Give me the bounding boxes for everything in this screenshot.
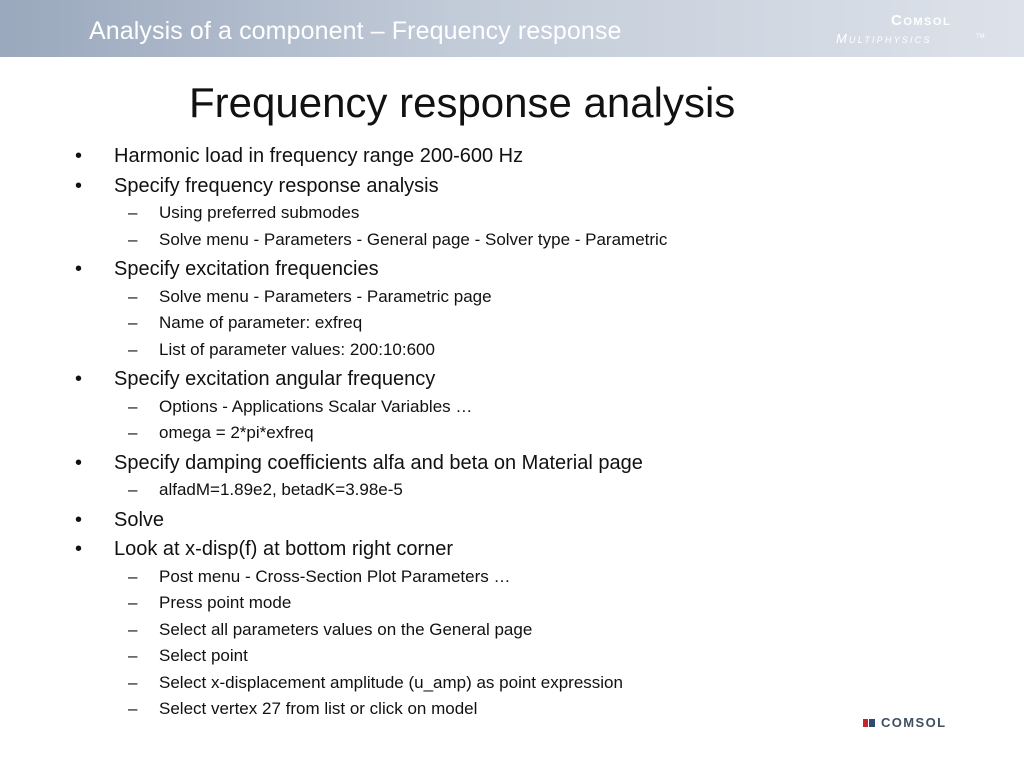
sub-bullet-marker: – — [128, 396, 138, 416]
sub-bullet-marker: – — [128, 480, 138, 499]
sub-bullet-text: Solve menu - Parameters - Parametric page — [159, 286, 492, 306]
bullet-text: Specify frequency response analysis — [114, 174, 439, 197]
sub-bullet-text: alfadM=1.89e2, betadK=3.98e-5 — [159, 480, 403, 499]
sub-bullet-marker: – — [128, 593, 138, 612]
bullet-marker: • — [75, 258, 83, 280]
sub-bullet-text: Press point mode — [159, 593, 292, 612]
bullet-marker: • — [75, 174, 83, 197]
comsol-mark-icon — [863, 717, 875, 729]
sub-bullet-text: List of parameter values: 200:10:600 — [159, 339, 435, 359]
sub-bullet-text: Select point — [159, 646, 248, 665]
sub-bullet-marker: – — [128, 699, 138, 718]
footer-logo-text: COMSOL — [881, 715, 947, 730]
bullet-marker: • — [75, 538, 83, 560]
sub-bullet-marker: – — [128, 203, 138, 222]
bullet-text: Solve — [114, 508, 165, 531]
comsol-multiphysics-logo — [836, 12, 986, 50]
sub-bullet-marker: – — [128, 672, 138, 692]
sub-bullet-text: omega = 2*pi*exfreq — [159, 423, 314, 442]
sub-bullet-text: Post menu - Cross-Section Plot Parameters … — [159, 566, 511, 586]
bullet-marker: • — [75, 508, 83, 531]
footer-comsol-logo — [863, 716, 983, 732]
sub-bullet-marker: – — [128, 423, 138, 442]
sub-bullet-text: Options - Applications Scalar Variables … — [159, 396, 473, 416]
trademark-mark: TM — [976, 34, 985, 40]
sub-bullet-text: Select vertex 27 from list or click on model — [159, 699, 478, 718]
brand-bottom-text: Multiphysics — [836, 31, 932, 46]
sub-bullet-text: Name of parameter: exfreq — [159, 313, 363, 332]
sub-bullet-text: Select all parameters values on the General page — [159, 619, 533, 639]
bullet-text: Specify excitation frequencies — [114, 258, 379, 280]
sub-bullet-marker: – — [128, 313, 138, 332]
sub-bullet-text: Solve menu - Parameters - General page - Solver type - Parametric — [159, 229, 668, 249]
bullet-marker: • — [75, 368, 83, 390]
sub-bullet-marker: – — [128, 619, 138, 639]
bullet-marker: • — [75, 451, 83, 474]
slide-title: Frequency response analysis — [189, 79, 736, 126]
sub-bullet-marker: – — [128, 566, 138, 586]
brand-top-text: Comsol — [891, 12, 952, 29]
bullet-marker: • — [75, 145, 83, 167]
sub-bullet-marker: – — [128, 286, 138, 306]
sub-bullet-marker: – — [128, 646, 138, 665]
bullet-text: Specify excitation angular frequency — [114, 368, 436, 390]
sub-bullet-marker: – — [128, 339, 138, 359]
sub-bullet-text: Select x-displacement amplitude (u_amp) as point expression — [159, 672, 623, 692]
bullet-text: Specify damping coefficients alfa and beta on Material page — [114, 451, 643, 474]
header-title: Analysis of a component – Frequency response — [89, 17, 622, 45]
sub-bullet-marker: – — [128, 229, 138, 249]
bullet-text: Look at x-disp(f) at bottom right corner — [114, 538, 454, 560]
sub-bullet-text: Using preferred submodes — [159, 203, 360, 222]
bullet-text: Harmonic load in frequency range 200-600 Hz — [114, 145, 524, 167]
